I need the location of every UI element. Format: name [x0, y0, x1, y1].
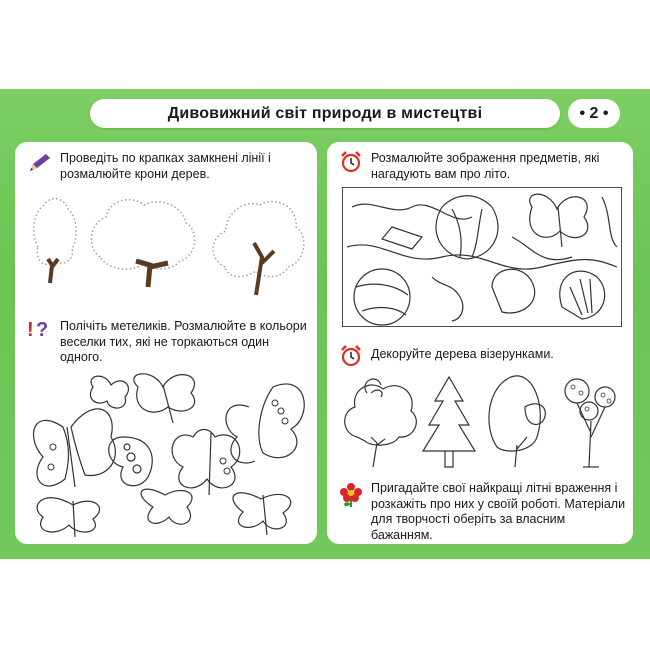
trees-outline-illustration — [337, 367, 627, 475]
left-panel — [15, 142, 317, 544]
butterflies-illustration — [23, 367, 313, 539]
page-number-badge: • 2 • — [568, 99, 620, 128]
page-header — [90, 99, 560, 128]
svg-text:!: ! — [27, 319, 34, 340]
svg-text:?: ? — [36, 319, 49, 340]
flower-icon — [339, 482, 363, 508]
task-count-butterflies: Полічіть метеликів. Розмалюйте в кольори веселки тих, які не торкаються один одного. — [60, 319, 307, 364]
alarm-clock-icon — [339, 150, 363, 174]
pencil-icon — [27, 152, 53, 174]
task-trace-trees: Проведіть по крапках замкнені лінії і розмалюйте крони дерев. — [60, 151, 271, 181]
page-title: Дивовижний світ природи в мистецтві — [167, 104, 483, 122]
task-decorate-trees: Декоруйте дерева візерунками. — [371, 347, 554, 361]
hidden-summer-objects-illustration — [342, 187, 622, 327]
task-summer-impressions: Пригадайте свої найкращі літні враження і розкажіть про них у своїй роботі. Матеріали для творчості оберіть за власним бажанням. — [371, 481, 626, 542]
question-exclamation-icon — [25, 318, 53, 340]
task-color-summer-objects: Розмалюйте зображення предметів, які нагадують вам про літо. — [371, 151, 600, 181]
workbook-page — [0, 89, 650, 559]
dotted-trees-illustration — [20, 187, 310, 307]
right-panel — [327, 142, 633, 544]
alarm-clock-icon-2 — [339, 344, 363, 368]
